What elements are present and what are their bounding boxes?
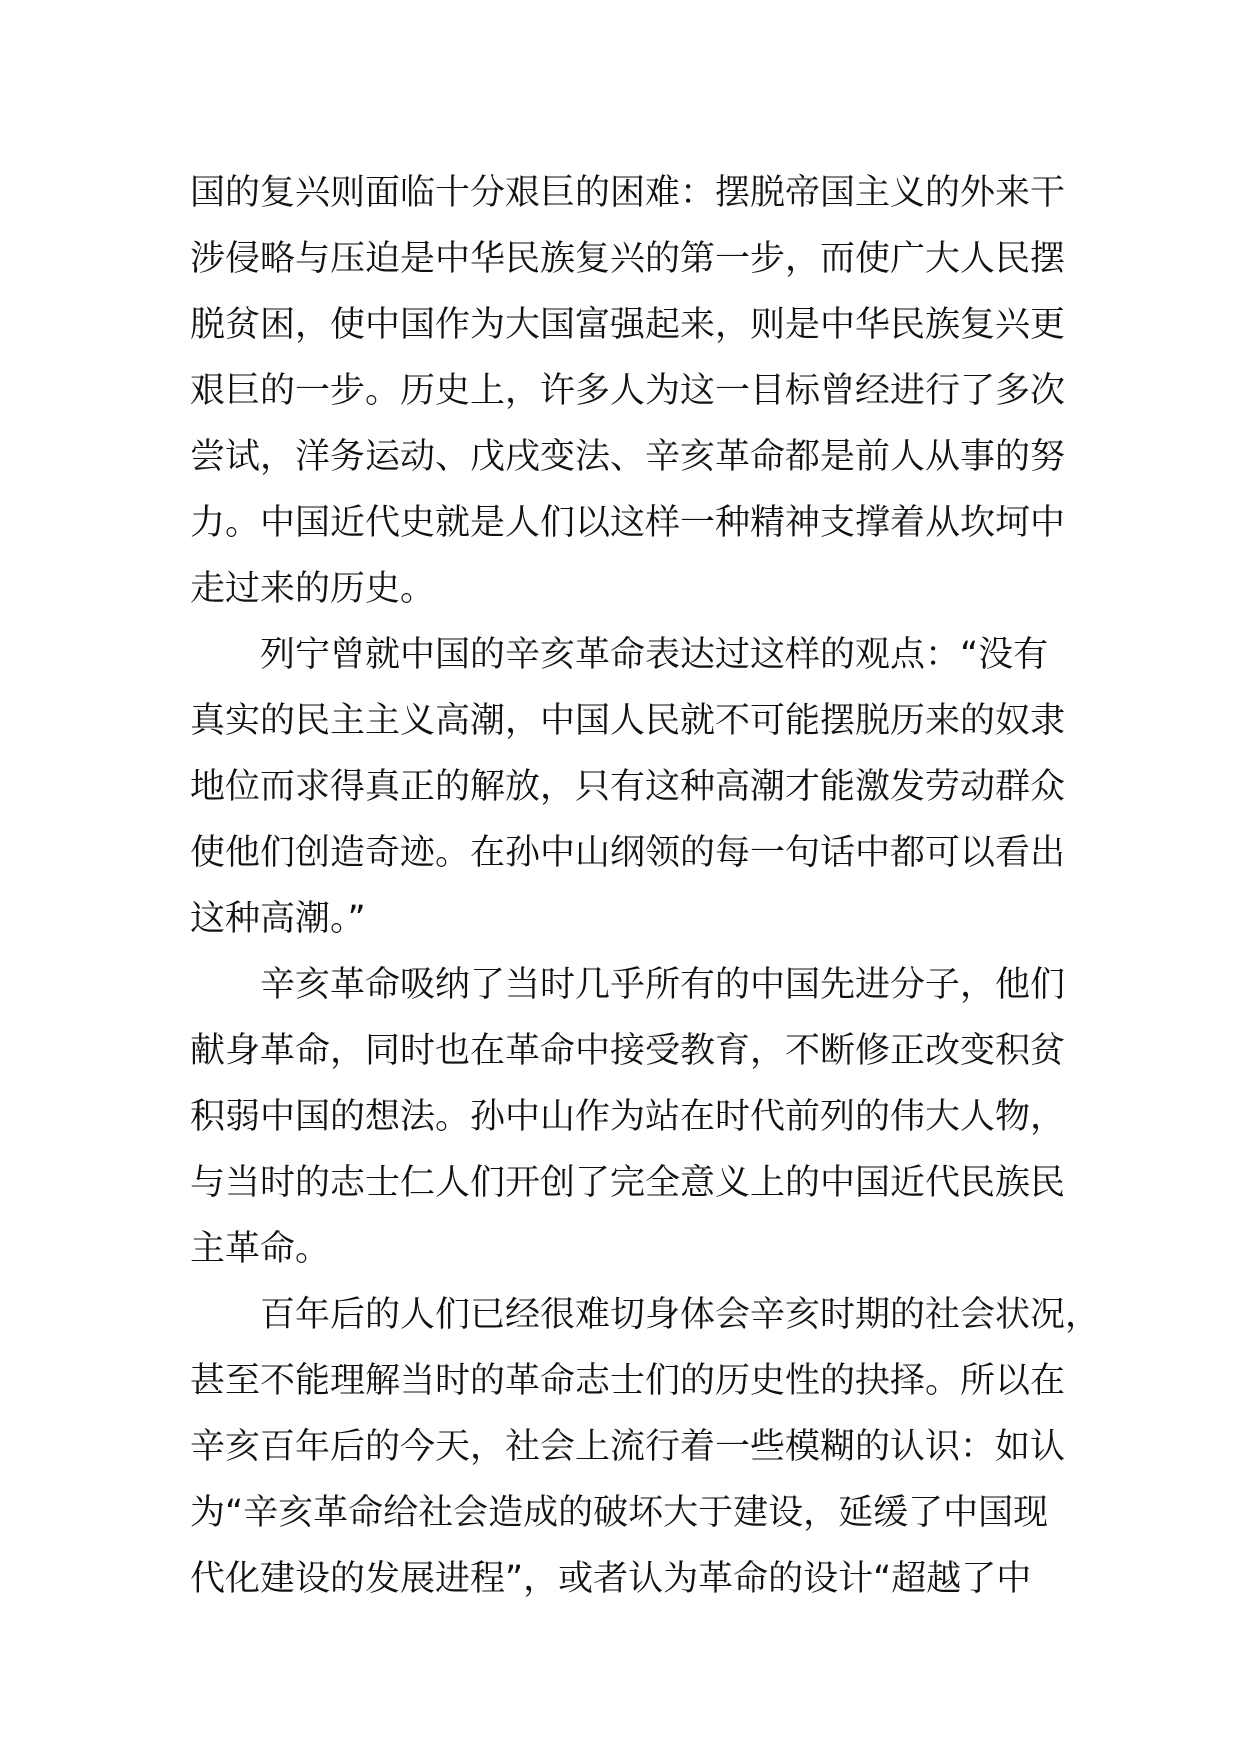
text-line: 积弱中国的想法。孙中山作为站在时代前列的伟大人物， <box>190 1097 1066 1137</box>
text-line: 真实的民主主义高潮，中国人民就不可能摆脱历来的奴隶 <box>190 701 1066 741</box>
text-line: 脱贫困，使中国作为大国富强起来，则是中华民族复兴更 <box>190 305 1066 345</box>
text-line: 与当时的志士仁人们开创了完全意义上的中国近代民族民 <box>190 1163 1066 1203</box>
text-line: 甚至不能理解当时的革命志士们的历史性的抉择。所以在 <box>190 1361 1066 1401</box>
text-line: 尝试，洋务运动、戊戌变法、辛亥革命都是前人从事的努 <box>190 437 1066 477</box>
text-line: 使他们创造奇迹。在孙中山纲领的每一句话中都可以看出 <box>190 833 1066 873</box>
text-line: 地位而求得真正的解放，只有这种高潮才能激发劳动群众 <box>190 767 1066 807</box>
body-text <box>190 160 1101 1612</box>
text-line: 力。中国近代史就是人们以这样一种精神支撑着从坎坷中 <box>190 503 1066 543</box>
paragraph-start-line: 辛亥革命吸纳了当时几乎所有的中国先进分子，他们 <box>260 965 1066 1005</box>
text-line: 辛亥百年后的今天，社会上流行着一些模糊的认识：如认 <box>190 1427 1066 1467</box>
text-line: 走过来的历史。 <box>190 569 436 609</box>
text-line: 国的复兴则面临十分艰巨的困难：摆脱帝国主义的外来干 <box>190 173 1066 213</box>
paragraph-start-line: 列宁曾就中国的辛亥革命表达过这样的观点：“没有 <box>260 635 1049 675</box>
text-line: 主革命。 <box>190 1229 331 1269</box>
text-line: 代化建设的发展进程”，或者认为革命的设计“超越了中 <box>190 1559 1032 1599</box>
text-line: 献身革命，同时也在革命中接受教育，不断修正改变积贫 <box>190 1031 1066 1071</box>
text-line: 涉侵略与压迫是中华民族复兴的第一步，而使广大人民摆 <box>190 239 1066 279</box>
text-line: 为“辛亥革命给社会造成的破坏大于建设，延缓了中国现 <box>190 1493 1049 1533</box>
text-line: 这种高潮。” <box>190 899 366 939</box>
paragraph-start-line: 百年后的人们已经很难切身体会辛亥时期的社会状况， <box>260 1295 1101 1335</box>
text-line: 艰巨的一步。历史上，许多人为这一目标曾经进行了多次 <box>190 371 1066 411</box>
